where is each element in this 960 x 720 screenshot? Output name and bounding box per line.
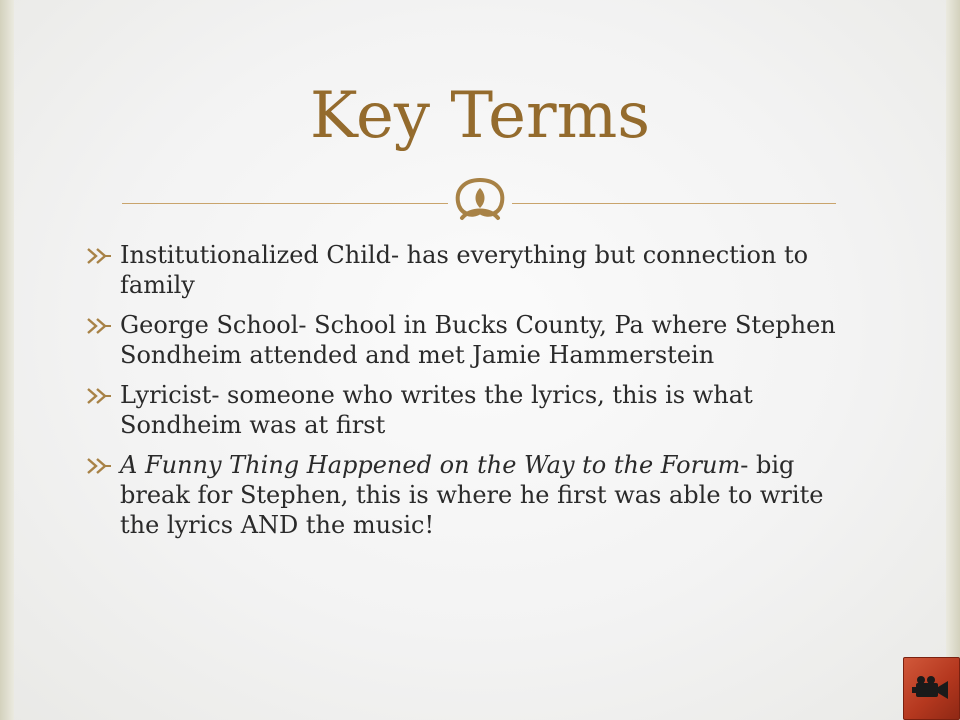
double-arrow-bullet-icon: [86, 457, 112, 475]
double-arrow-bullet-icon: [86, 247, 112, 265]
double-arrow-bullet-icon: [86, 387, 112, 405]
key-terms-list: [86, 240, 866, 550]
double-arrow-bullet-icon: [86, 317, 112, 335]
slide-title: Key Terms: [309, 79, 651, 153]
list-item: [86, 310, 866, 370]
term: Institutionalized Child: [120, 241, 391, 269]
definition: - has everything but connection to family: [120, 241, 809, 299]
term: A Funny Thing Happened on the Way to the Forum: [120, 451, 741, 479]
list-item: [86, 240, 866, 300]
term: George School: [120, 311, 299, 339]
list-item: [86, 380, 866, 440]
definition: - School in Bucks County, Pa where Stephen Sondheim attended and met Jamie Hammerstein: [120, 311, 836, 369]
definition: - someone who writes the lyrics, this is what Sondheim was at first: [120, 381, 753, 439]
list-item: [86, 450, 866, 540]
title-divider-right: [512, 203, 836, 204]
media-nav-button[interactable]: [903, 657, 960, 720]
title-divider-left: [122, 203, 448, 204]
definition: - big break for Stephen, this is where he first was able to write the lyrics AND the music!: [120, 451, 824, 539]
term: Lyricist: [120, 381, 212, 409]
fleuron-ornament-icon: [450, 174, 510, 226]
movie-camera-icon: [912, 675, 952, 703]
